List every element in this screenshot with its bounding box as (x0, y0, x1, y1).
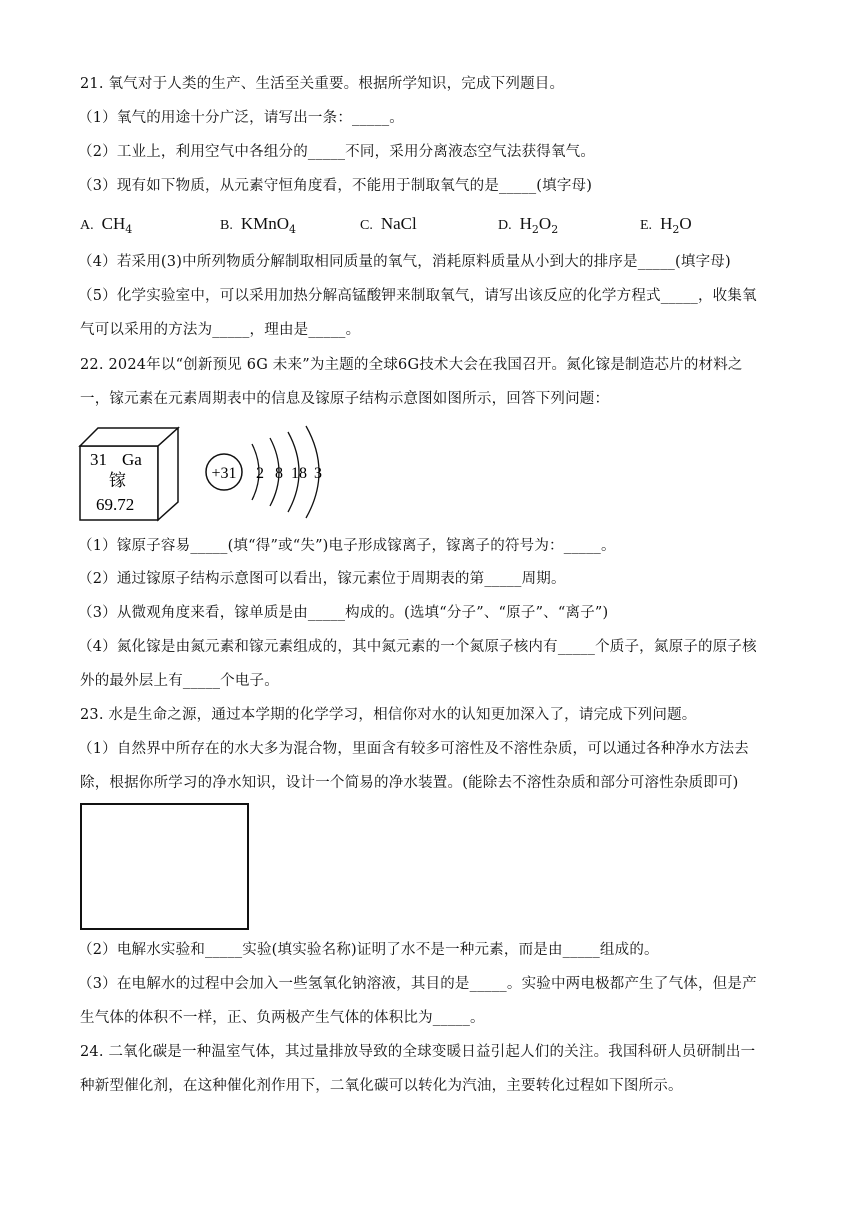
q22-part4b: 外的最外层上有_____个电子。 (80, 673, 279, 689)
q23-title: 23. 水是生命之源，通过本学期的化学学习，相信你对水的认知更加深入了，请完成下列问题。 (80, 707, 697, 723)
q22-part1: （1）镓原子容易_____(填“得”或“失”)电子形成镓离子，镓离子的符号为：_____。 (78, 538, 616, 554)
option-b: B. KMnO$_4$ (220, 214, 297, 236)
gallium-figure (78, 424, 338, 524)
q22-title-b: 一，镓元素在元素周期表中的信息及镓原子结构示意图如图所示，回答下列问题： (80, 391, 610, 407)
q21-part1: （1）氧气的用途十分广泛，请写出一条：_____。 (78, 110, 404, 126)
q23-part3b: 生气体的体积不一样，正、负两极产生气体的体积比为_____。 (80, 1010, 485, 1026)
q23-part1a: （1）自然界中所存在的水大多为混合物，里面含有较多可溶性及不溶性杂质，可以通过各种净水方法去 (78, 741, 749, 757)
atomic-mass: 69.72 (96, 495, 135, 514)
q21-title: 21. 氧气对于人类的生产、生活至关重要。根据所学知识，完成下列题目。 (80, 76, 565, 92)
q23-part3a: （3）在电解水的过程中会加入一些氢氧化钠溶液，其目的是_____。实验中两电极都产生了气体，但是产 (78, 976, 757, 992)
q21-part4: （4）若采用(3)中所列物质分解制取相同质量的氧气，消耗原料质量从小到大的排序是_____(填字母) (78, 254, 731, 270)
atom-diagram (206, 426, 322, 518)
element-symbol: Ga (122, 450, 142, 469)
q22-part3: （3）从微观角度来看，镓单质是由_____构成的。(选填“分子”、“原子”、“离子”) (78, 605, 609, 621)
q21-part5a: （5）化学实验室中，可以采用加热分解高锰酸钾来制取氧气，请写出该反应的化学方程式_____，收集氧 (78, 288, 757, 304)
shell-electrons-1: 2 (256, 465, 264, 482)
element-name: 镓 (109, 471, 126, 491)
option-a: A. $CH_4$ (80, 214, 133, 236)
option-c: C. NaCl (360, 214, 417, 233)
q24-title-b: 种新型催化剂，在这种催化剂作用下，二氧化碳可以转化为汽油，主要转化过程如下图所示。 (80, 1078, 683, 1094)
shell-electrons-3: 18 (291, 465, 307, 482)
option-e: E. $H_2O$ (640, 214, 692, 236)
answer-drawing-box[interactable] (80, 803, 249, 930)
q22-part2: （2）通过镓原子结构示意图可以看出，镓元素位于周期表的第_____周期。 (78, 571, 566, 587)
option-d: D. $H_2O_2$ (498, 214, 559, 236)
atomic-number: 31 (90, 450, 107, 469)
shell-electrons-4: 3 (314, 465, 322, 482)
q21-part3: （3）现有如下物质，从元素守恒角度看，不能用于制取氧气的是_____(填字母) (78, 178, 593, 194)
q24-title-a: 24. 二氧化碳是一种温室气体，其过量排放导致的全球变暖日益引起人们的关注。我国科研人员研制出一 (80, 1044, 756, 1060)
q23-part2: （2）电解水实验和_____实验(填实验名称)证明了水不是一种元素，而是由_____组成的。 (78, 942, 659, 958)
nucleus-charge: +31 (211, 465, 237, 482)
shell-electrons-2: 8 (275, 465, 283, 482)
q22-title-a: 22. 2024年以“创新预见 6G 未来”为主题的全球6G技术大会在我国召开。氮化镓是制造芯片的材料之 (80, 357, 743, 373)
q22-part4a: （4）氮化镓是由氮元素和镓元素组成的，其中氮元素的一个氮原子核内有_____个质子，氮原子的原子核 (78, 639, 757, 655)
q23-part1b: 除，根据你所学习的净水知识，设计一个简易的净水装置。(能除去不溶性杂质和部分可溶性杂质即可) (80, 775, 739, 791)
q21-part5b: 气可以采用的方法为_____，理由是_____。 (80, 322, 361, 338)
element-cube (80, 428, 178, 520)
q21-part2: （2）工业上，利用空气中各组分的_____不同，采用分离液态空气法获得氧气。 (78, 144, 596, 160)
